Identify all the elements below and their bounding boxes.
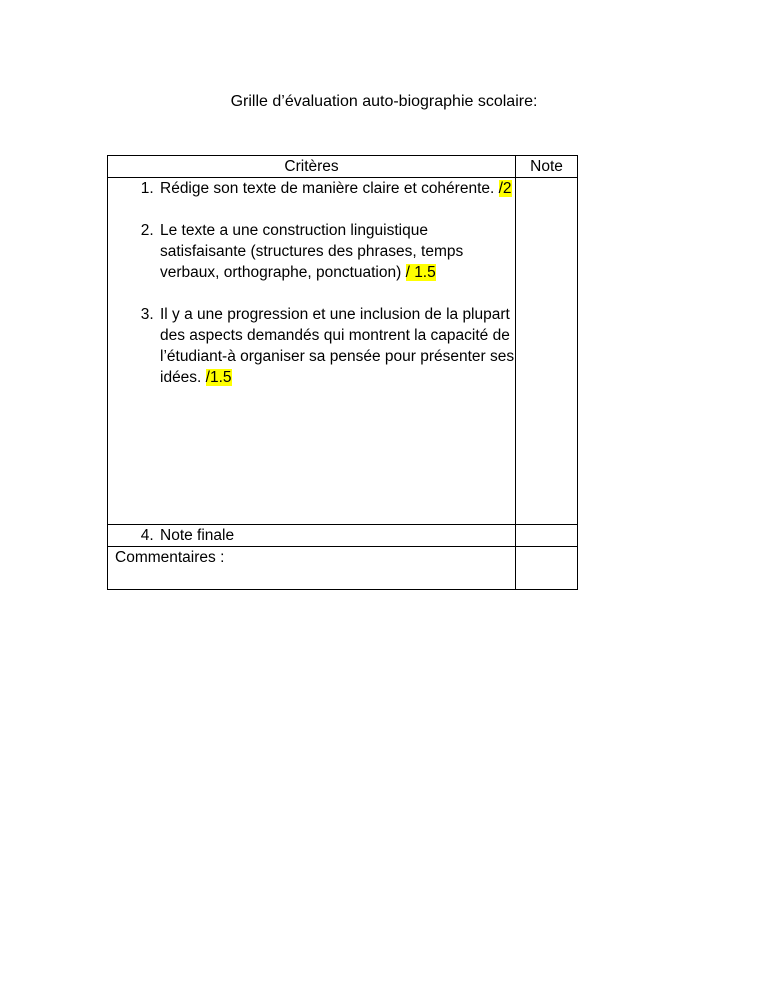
criterion-text: Le texte a une construction linguistique satisfaisante (structures des phrases, temps verbaux, orthographe, ponctuation) [160,222,464,281]
final-note-label: 4. Note finale [158,525,515,546]
page-title: Grille d’évaluation auto-biographie scolaire: [230,93,538,110]
criterion-text: Il y a une progression et une inclusion de la plupart des aspects demandés qui montrent la capacité de l’étudiant-à organiser sa pensée pour présenter ses idées. [160,306,515,386]
criterion-points: / 1.5 [405,264,436,281]
criteria-header-cell [108,156,516,178]
criterion-points: /1.5 [205,369,232,386]
comments-row [108,547,578,590]
evaluation-grid [107,155,578,590]
criterion-points: /2 [498,180,512,197]
criteria-note-cell[interactable] [516,178,578,525]
note-header-cell [516,156,578,178]
criterion-text: Rédige son texte de manière claire et cohérente. [160,180,499,197]
criterion-item [158,304,515,388]
comments-label: Commentaires : [115,549,225,566]
criteria-list [108,178,515,388]
criteria-list-cell [108,178,516,525]
header-row [108,156,578,178]
final-note-row [108,525,578,547]
final-note-list [108,525,515,546]
criterion-item [158,220,515,283]
comments-note-cell[interactable] [516,547,578,590]
final-note-label-cell [108,525,516,547]
criteria-header: Critères [284,158,339,175]
criterion-item [158,178,515,199]
final-note-cell[interactable] [516,525,578,547]
comments-cell[interactable] [108,547,516,590]
criteria-row [108,178,578,525]
note-header: Note [530,158,563,175]
